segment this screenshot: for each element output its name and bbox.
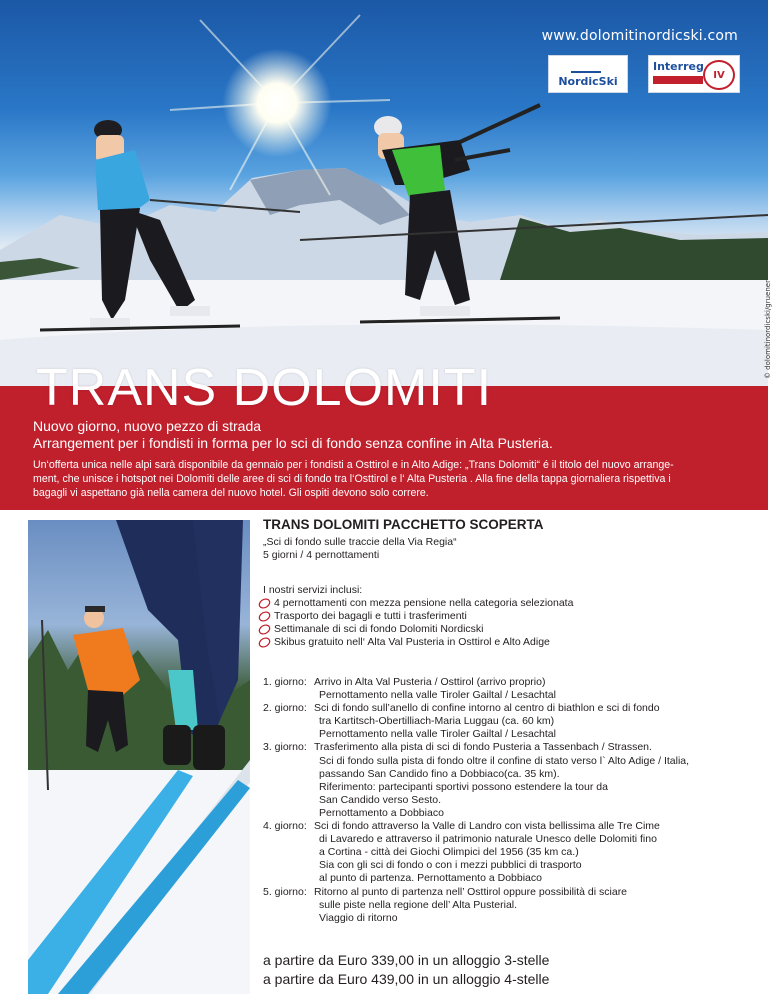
package-tagline: „Sci di fondo sulle traccie della Via Regia“ bbox=[263, 536, 457, 548]
price-4-star: a partire da Euro 439,00 in un alloggio 4-stelle bbox=[263, 970, 550, 987]
interreg-logo bbox=[648, 55, 740, 93]
subtitle bbox=[33, 418, 553, 452]
service-item bbox=[263, 597, 743, 610]
red-oval-bullet-icon bbox=[258, 637, 271, 648]
ski-track-icon bbox=[571, 61, 601, 73]
subtitle-line: Arrangement per i fondisti in forma per lo sci di fondo senza confine in Alta Pusteria. bbox=[33, 435, 553, 451]
day-line: Pernottamento nella valle Tiroler Gailtal / Lesachtal bbox=[319, 728, 556, 741]
itinerary-day bbox=[263, 820, 743, 885]
package-title: TRANS DOLOMITI PACCHETTO SCOPERTA bbox=[263, 517, 544, 532]
price-3-star: a partire da Euro 339,00 in un alloggio 3-stelle bbox=[263, 951, 550, 968]
photo-credit: © dolomitinordicski/gruener bbox=[764, 280, 772, 380]
skiers-illustration bbox=[28, 520, 250, 994]
service-label: Skibus gratuito nell‘ Alta Val Pusteria in Osttirol e Alto Adige bbox=[274, 636, 550, 648]
itinerary-day bbox=[263, 702, 743, 741]
day-label: 3. giorno: bbox=[263, 741, 307, 754]
day-line: Pernottamento nella valle Tiroler Gailtal / Lesachtal bbox=[319, 689, 556, 702]
logo-interreg-iv: IV bbox=[703, 60, 735, 90]
itinerary-day bbox=[263, 676, 743, 702]
day-line: tra Kartitsch-Obertilliach-Maria Luggau (ca. 60 km) bbox=[319, 715, 555, 728]
day-line: Sci di fondo sulla pista di fondo oltre il confine di stato verso l` Alto Adige / Italia, bbox=[319, 754, 690, 767]
service-label: Trasporto dei bagagli e tutti i trasferimenti bbox=[274, 610, 467, 622]
page-title: TRANS DOLOMITI bbox=[36, 359, 493, 417]
day-label: 2. giorno: bbox=[263, 702, 307, 715]
package-duration: 5 giorni / 4 pernottamenti bbox=[263, 549, 380, 561]
itinerary-day bbox=[263, 741, 743, 820]
day-line: Sci di fondo sull’anello di confine intorno al centro di biathlon e sci di fondo bbox=[314, 702, 660, 715]
intro-line: ment, che unisce i hotspot nei Dolomiti delle aree di sci di fondo tra l‘Osttirol e l‘ Alta Pusteria . Alla fine della tappa giornaliera rispettiva i bbox=[33, 473, 671, 485]
day-line: a Cortina - città dei Giochi Olimpici del 1956 (35 km ca.) bbox=[319, 846, 579, 859]
intro-line: Un‘offerta unica nelle alpi sarà disponibile da gennaio per i fondisti a Osttirol e in Alto Adige: „Trans Dolomiti“ é il titolo del nuovo arrange- bbox=[33, 459, 674, 471]
service-item bbox=[263, 623, 743, 636]
dolomiti-nordicski-logo bbox=[548, 55, 628, 93]
red-oval-bullet-icon bbox=[258, 624, 271, 635]
package-details bbox=[263, 516, 743, 989]
red-oval-bullet-icon bbox=[258, 598, 271, 609]
service-label: Settimanale di sci di fondo Dolomiti Nordicski bbox=[274, 623, 484, 635]
day-line: Ritorno al punto di partenza nell’ Osttirol oppure possibilità di sciare bbox=[314, 885, 628, 898]
day-line: al punto di partenza. Pernottamento a Dobbiaco bbox=[319, 872, 542, 885]
day-line: passando San Candido fino a Dobbiaco(ca. 35 km). bbox=[319, 767, 560, 780]
intro-paragraph bbox=[33, 458, 739, 500]
subtitle-line: Nuovo giorno, nuovo pezzo di strada bbox=[33, 418, 262, 434]
services-heading: I nostri servizi inclusi: bbox=[263, 584, 363, 596]
red-oval-bullet-icon bbox=[258, 611, 271, 622]
day-line: San Candido verso Sesto. bbox=[319, 793, 441, 806]
service-item bbox=[263, 636, 743, 649]
day-line: Riferimento: partecipanti sportivi possono estendere la tour da bbox=[319, 780, 608, 793]
day-label: 4. giorno: bbox=[263, 820, 307, 833]
service-label: 4 pernottamenti con mezza pensione nella categoria selezionata bbox=[274, 597, 574, 609]
day-label: 1. giorno: bbox=[263, 676, 307, 688]
day-line: Sci di fondo attraverso la Valle di Landro con vista bellissima alle Tre Cime bbox=[314, 820, 660, 833]
day-line: Pernottamento a Dobbiaco bbox=[319, 806, 444, 819]
itinerary bbox=[263, 676, 743, 925]
price-list bbox=[263, 951, 743, 989]
website-url[interactable]: www.dolomitinordicski.com bbox=[541, 28, 738, 44]
day-label: 5. giorno: bbox=[263, 885, 307, 898]
day-line: Trasferimento alla pista di sci di fondo Pusteria a Tassenbach / Strassen. bbox=[314, 741, 652, 754]
day-line: Viaggio di ritorno bbox=[319, 911, 398, 924]
day-line: Sia con gli sci di fondo o con i mezzi pubblici di trasporto bbox=[319, 859, 582, 872]
intro-line: bagagli vi aspettano già nella camera del nuovo hotel. Gli ospiti devono solo correre. bbox=[33, 487, 429, 499]
day-line: di Lavaredo e attraverso il patrimonio naturale Unesco delle Dolomiti fino bbox=[319, 833, 657, 846]
logo-interreg-bar bbox=[653, 76, 703, 84]
day-line: sulle piste nella regione dell’ Alta Pusterial. bbox=[319, 898, 518, 911]
logo-nordic-text: NordicSki bbox=[558, 75, 618, 88]
service-item bbox=[263, 610, 743, 623]
day-line: Arrivo in Alta Val Pusteria / Osttirol (arrivo proprio) bbox=[314, 676, 546, 688]
hero-photo bbox=[0, 0, 772, 390]
sun-glare bbox=[222, 48, 332, 158]
logo-interreg-text: Interreg bbox=[653, 60, 704, 73]
itinerary-day bbox=[263, 886, 743, 925]
skiers-photo bbox=[28, 520, 250, 994]
